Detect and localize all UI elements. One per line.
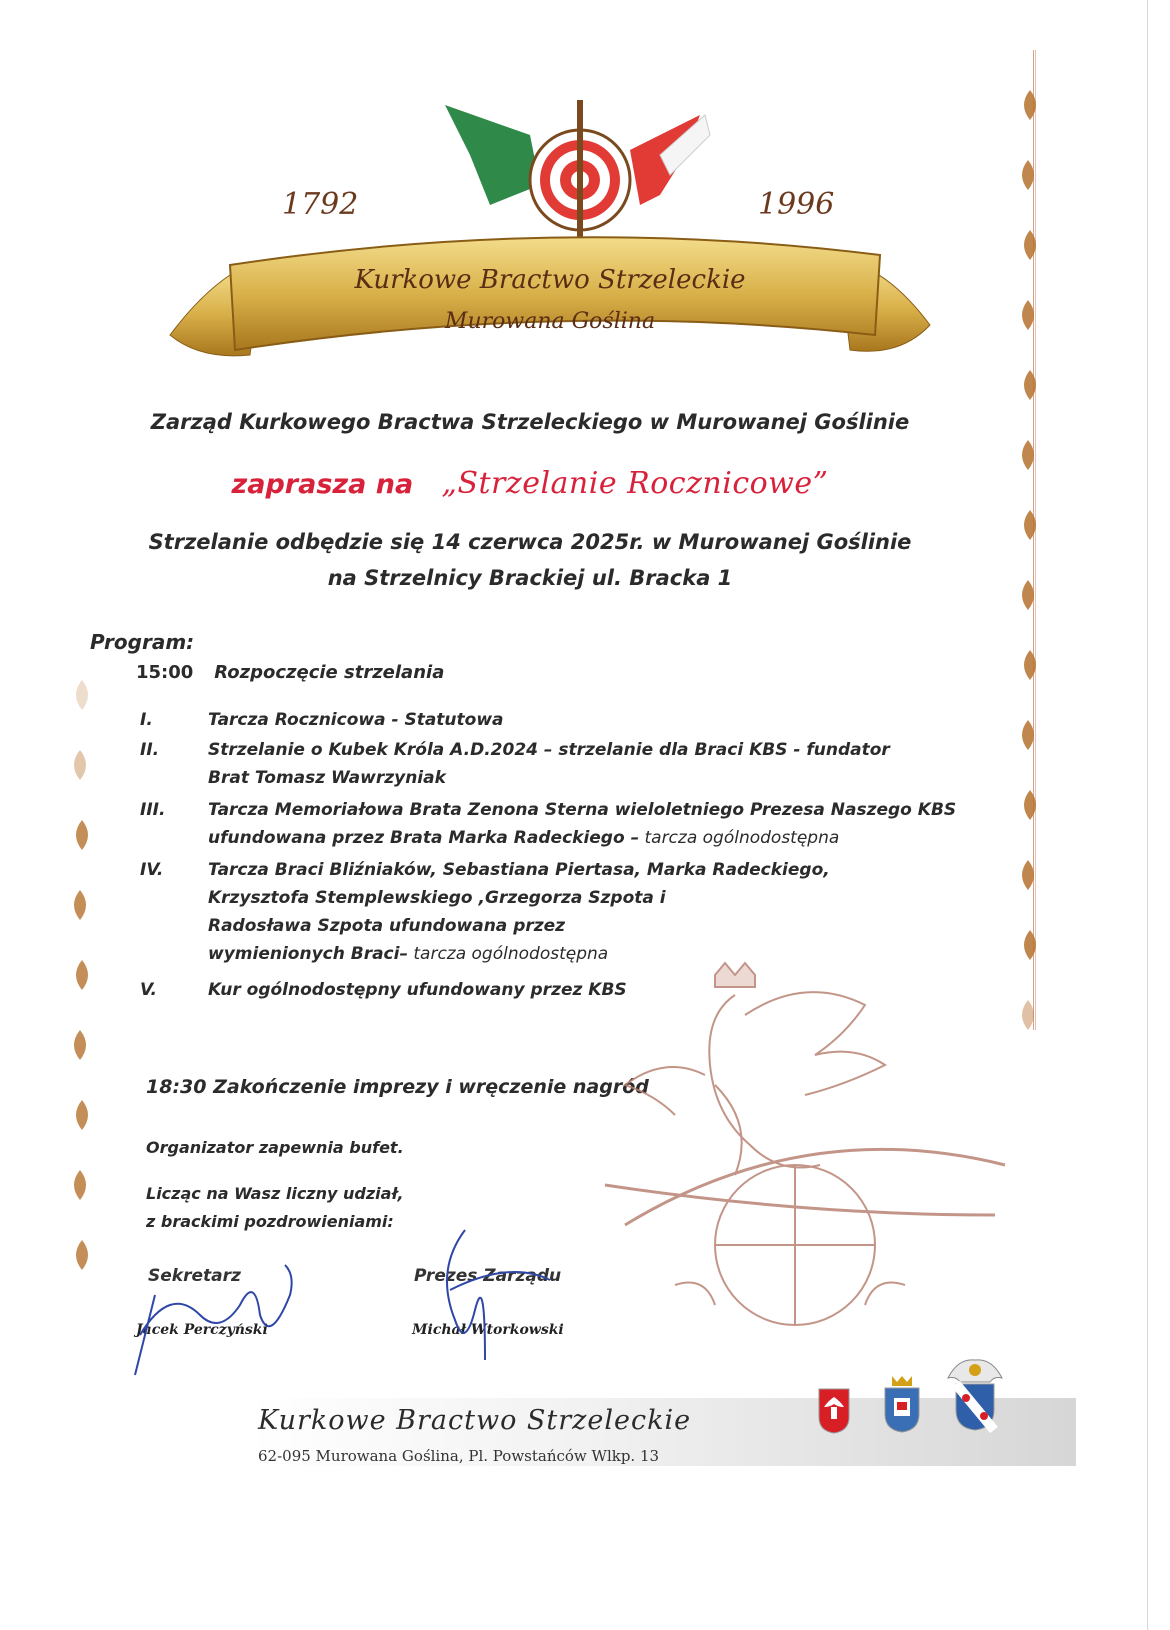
item-line: Brat Tomasz Wawrzyniak xyxy=(208,768,446,788)
item-line: Kur ogólnodostępny ufundowany przez KBS xyxy=(208,980,627,1000)
item-suffix: tarcza ogólnodostępna xyxy=(407,944,609,964)
end-text: Zakończenie imprezy i wręczenie nagród xyxy=(213,1076,649,1098)
invite-heading xyxy=(0,466,1060,501)
footer-address: 62-095 Murowana Goślina, Pl. Powstańców Wlkp. 13 xyxy=(258,1447,660,1465)
oak-leaf-icon xyxy=(1024,90,1036,120)
secretary-name: Jacek Perczyński xyxy=(136,1322,268,1338)
banner-graphic xyxy=(140,95,960,395)
item-line: ufundowana przez Brata Marka Radeckiego – xyxy=(208,828,640,848)
item-line: Strzelanie o Kubek Króla A.D.2024 – strzelanie dla Braci KBS - fundator xyxy=(208,740,890,760)
banner-title: Kurkowe Bractwo Strzeleckie xyxy=(354,265,746,295)
item-number: V. xyxy=(140,980,157,1000)
program-label: Program: xyxy=(90,630,195,654)
poznan-coat-of-arms-icon xyxy=(882,1372,922,1434)
invite-prefix: zaprasza na xyxy=(231,469,414,500)
header-emblem xyxy=(140,95,960,395)
green-flag-icon xyxy=(445,105,540,205)
secretary-signature xyxy=(100,1245,300,1385)
item-line: Tarcza Memoriałowa Brata Zenona Sterna wieloletniego Prezesa Naszego KBS xyxy=(208,800,957,820)
greeting-line: Licząc na Wasz liczny udział, xyxy=(146,1184,404,1203)
start-row xyxy=(136,662,444,683)
item-line: Tarcza Braci Bliźniaków, Sebastiana Piertasa, Marka Radeckiego, xyxy=(208,860,830,880)
banner-subtitle: Murowana Goślina xyxy=(444,309,656,334)
event-location: na Strzelnicy Brackiej ul. Bracka 1 xyxy=(327,566,733,590)
board-heading: Zarząd Kurkowego Bractwa Strzeleckiego w Murowanej Goślinie xyxy=(150,410,910,434)
item-line: Tarcza Rocznicowa - Statutowa xyxy=(208,710,504,730)
footer-org-name: Kurkowe Bractwo Strzeleckie xyxy=(258,1405,692,1436)
greeting-line: z brackimi pozdrowieniami: xyxy=(146,1212,394,1231)
year-right: 1996 xyxy=(758,187,835,222)
secretary-role: Sekretarz xyxy=(148,1266,241,1286)
murowana-goslina-coat-of-arms-icon xyxy=(944,1358,1006,1436)
year-left: 1792 xyxy=(282,187,359,222)
buffet-note: Organizator zapewnia bufet. xyxy=(146,1138,404,1157)
eagle-emblem-icon xyxy=(585,955,1025,1355)
end-time: 18:30 xyxy=(146,1076,207,1098)
poland-coat-of-arms-icon xyxy=(817,1385,851,1435)
item-line: Radosława Szpota ufundowana przez xyxy=(208,916,566,936)
start-text: Rozpoczęcie strzelania xyxy=(214,662,445,683)
invite-title: „Strzelanie Rocznicowe” xyxy=(441,466,829,501)
item-suffix: tarcza ogólnodostępna xyxy=(639,828,840,848)
item-number: II. xyxy=(140,740,160,760)
item-line: Krzysztofa Stemplewskiego ,Grzegorza Szpota i xyxy=(208,888,666,908)
president-signature xyxy=(420,1210,580,1370)
page-edge-rule xyxy=(1147,0,1148,1630)
oak-leaf-border-left xyxy=(62,670,102,1320)
event-date: Strzelanie odbędzie się 14 czerwca 2025r. w Murowanej Goślinie xyxy=(148,530,912,554)
item-number: IV. xyxy=(140,860,164,880)
president-name: Michał Wtorkowski xyxy=(412,1322,564,1338)
item-number: III. xyxy=(140,800,166,820)
item-number: I. xyxy=(140,710,153,730)
start-time: 15:00 xyxy=(136,662,194,683)
end-row xyxy=(146,1076,649,1098)
item-line: wymienionych Braci– xyxy=(208,944,408,964)
president-role: Prezes Zarządu xyxy=(414,1266,562,1286)
